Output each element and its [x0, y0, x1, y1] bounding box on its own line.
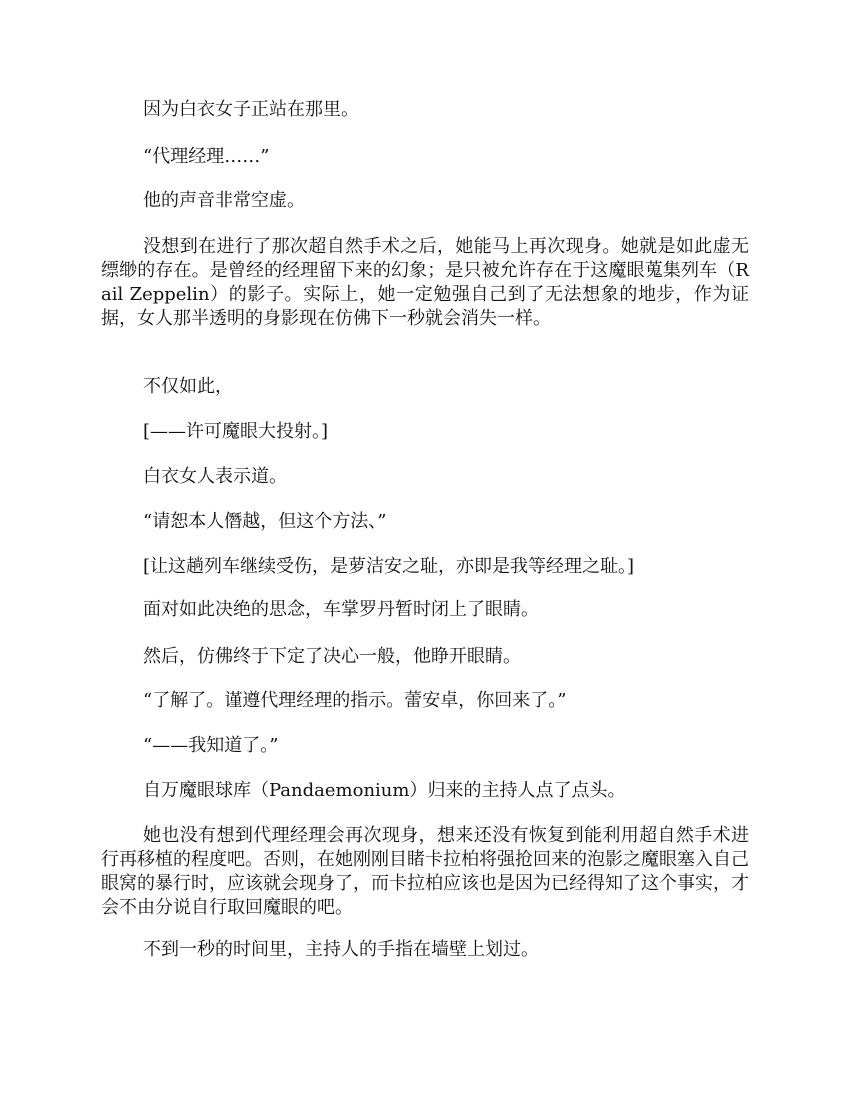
paragraph-3: 他的声音非常空虚。: [143, 190, 305, 211]
paragraph-8: “请恕本人僭越，但这个方法、”: [143, 511, 387, 532]
paragraph-1: 因为白衣女子正站在那里。: [143, 99, 359, 120]
paragraph-7: 白衣女人表示道。: [143, 466, 287, 487]
paragraph-4: 没想到在进行了那次超自然手术之后，她能马上再次现身。她就是如此虚无缥缈的存在。是曾经的经理留下来的幻象；是只被允许存在于这魔眼蒐集列车（Rail Zeppelin）的影子。实际上，她一定勉强自己到了无法想象的地步，作为证据，女人那半透明的身影现在仿佛下一秒就会消失一样。: [101, 236, 749, 329]
paragraph-11: 然后，仿佛终于下定了决心一般，他睁开眼睛。: [143, 646, 521, 667]
paragraph-13: “——我知道了。”: [143, 735, 279, 756]
paragraph-12: “了解了。谨遵代理经理的指示。蕾安卓，你回来了。”: [143, 690, 567, 711]
paragraph-14: 自万魔眼球库（Pandaemonium）归来的主持人点了点头。: [143, 780, 626, 801]
paragraph-9: [让这趟列车继续受伤，是萝洁安之耻，亦即是我等经理之耻。]: [143, 556, 635, 577]
paragraph-6: [——许可魔眼大投射。]: [143, 421, 329, 442]
paragraph-15: 她也没有想到代理经理会再次现身，想来还没有恢复到能利用超自然手术进行再移植的程度吧。否则，在她刚刚目睹卡拉柏将强抢回来的泡影之魔眼塞入自己眼窝的暴行时，应该就会现身了，而卡拉柏应该也是因为已经得知了这个事实，才会不由分说自行取回魔眼的吧。: [101, 825, 749, 918]
paragraph-2: “代理经理……”: [143, 146, 270, 167]
paragraph-5: 不仅如此，: [143, 376, 233, 397]
paragraph-16: 不到一秒的时间里，主持人的手指在墙壁上划过。: [143, 939, 539, 960]
paragraph-10: 面对如此决绝的思念，车掌罗丹暂时闭上了眼睛。: [143, 599, 539, 620]
